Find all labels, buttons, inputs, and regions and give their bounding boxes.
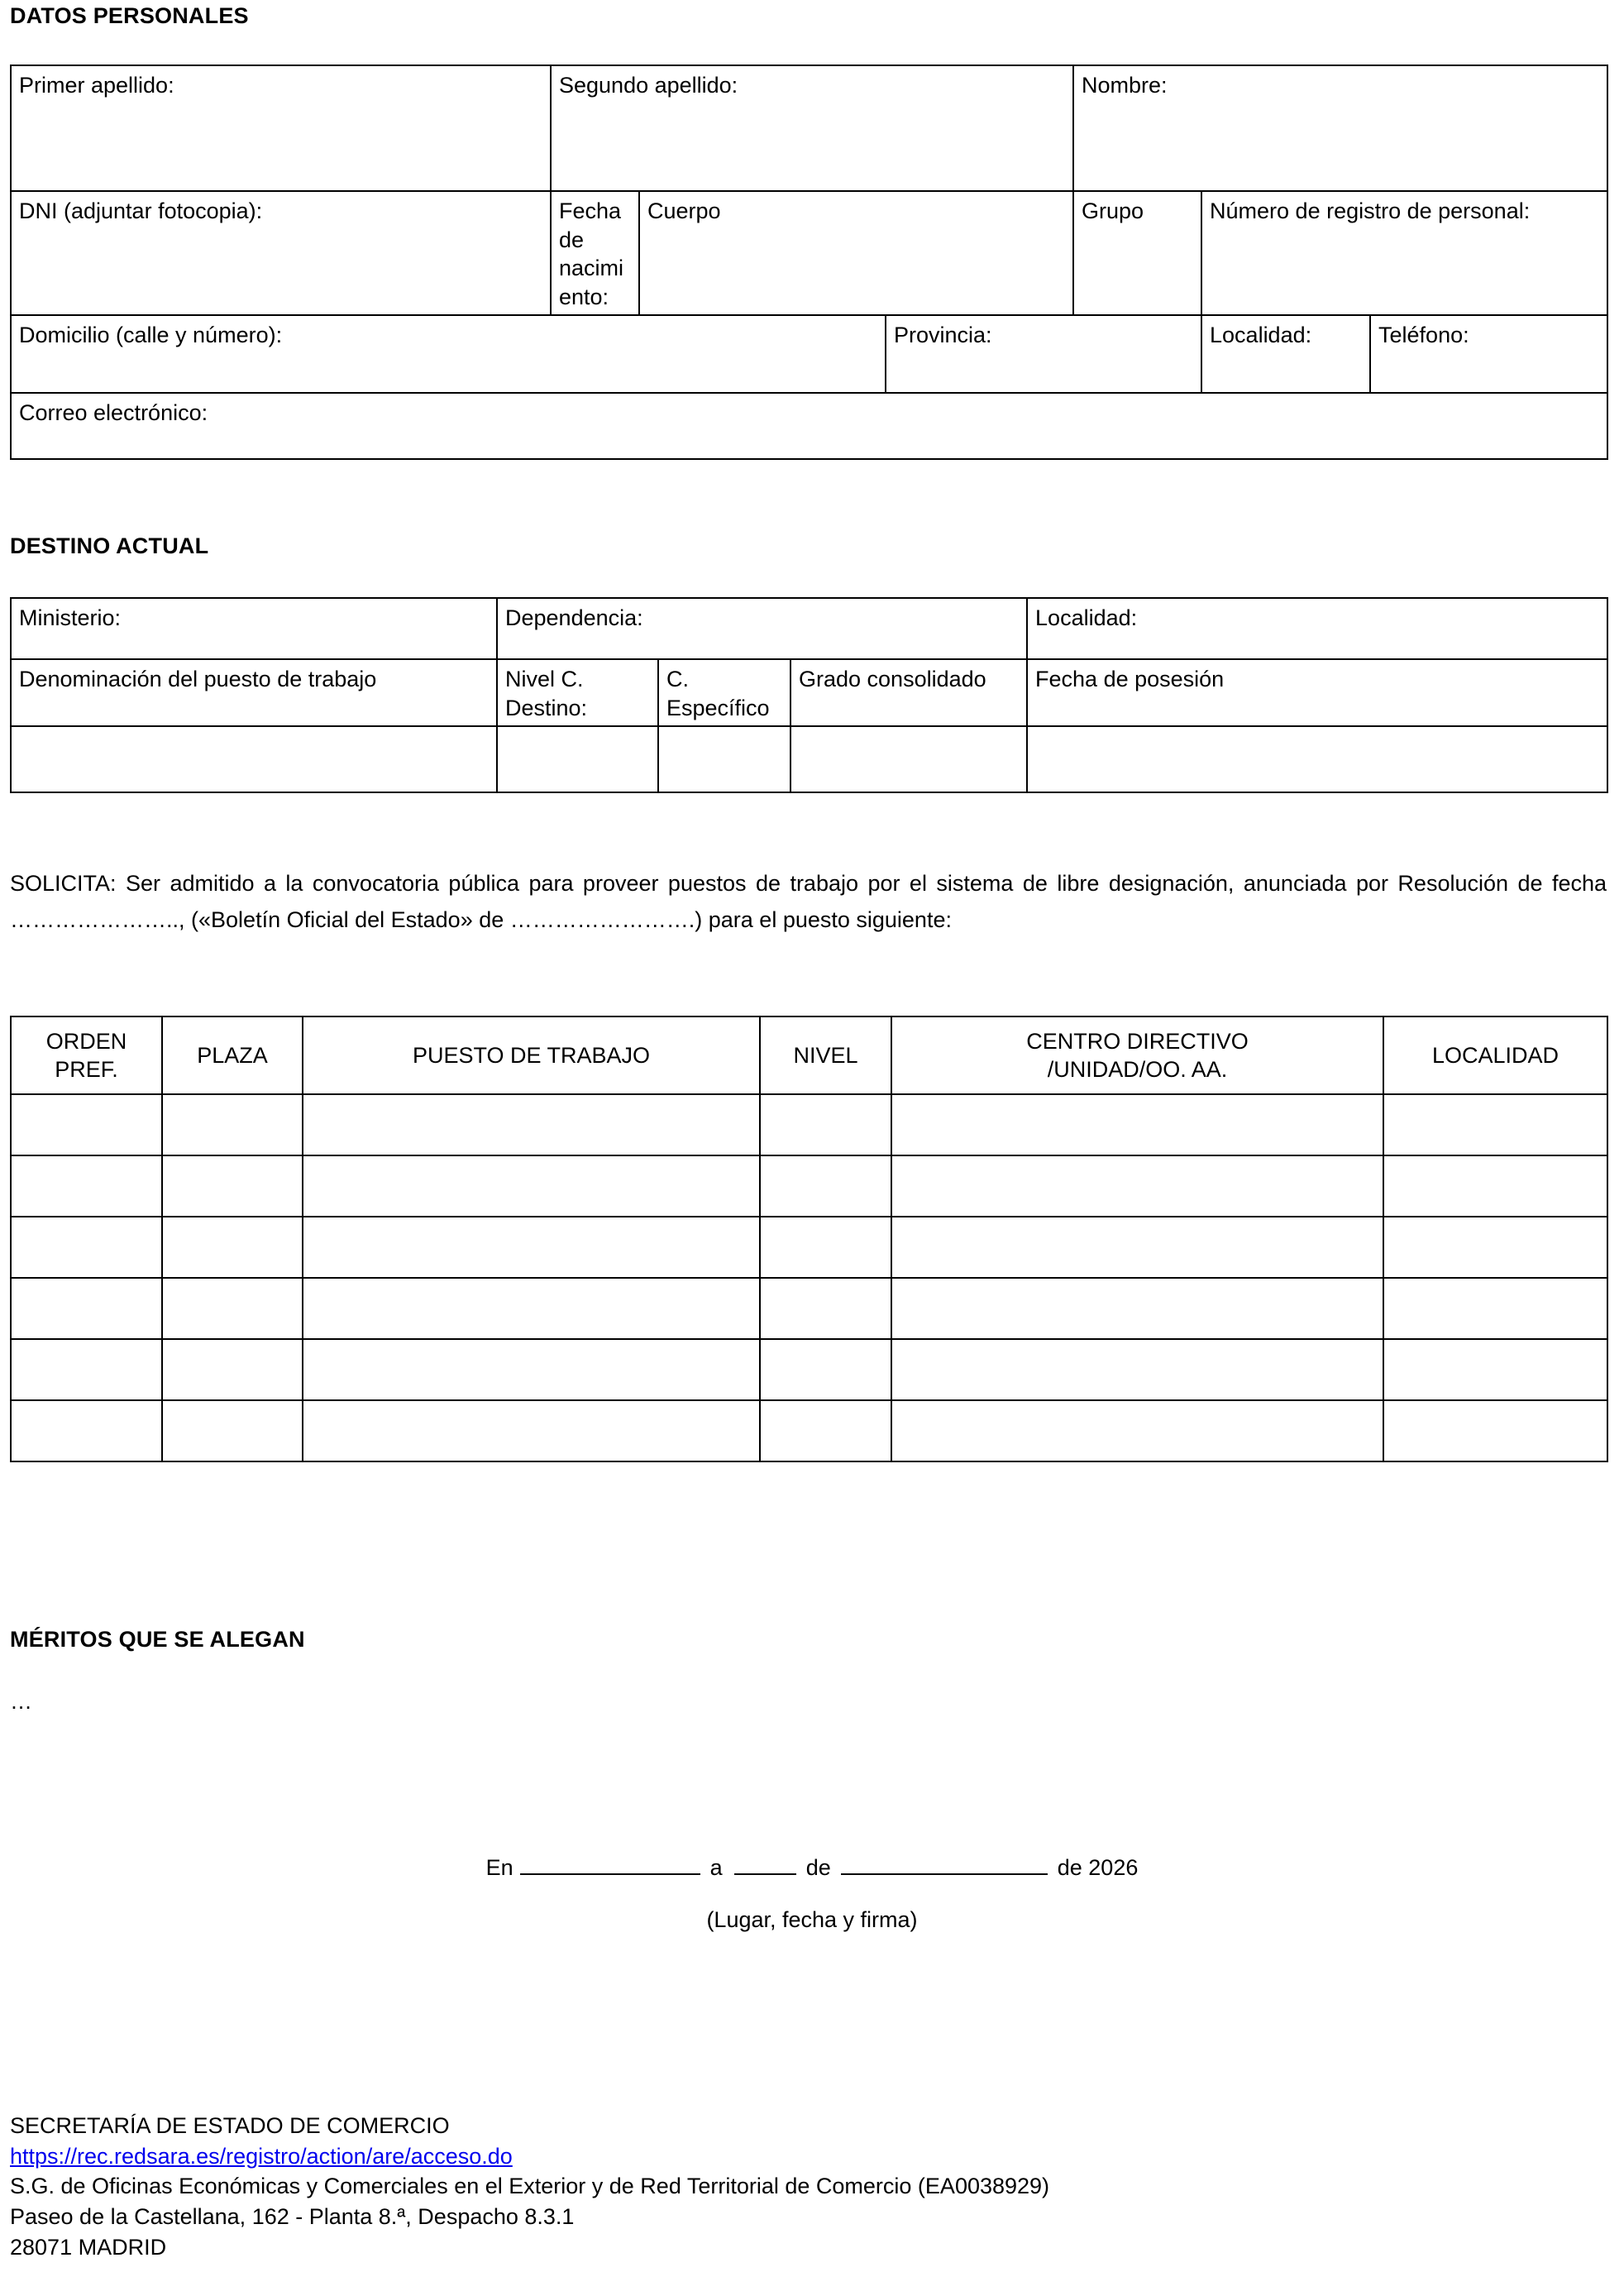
field-segundo-apellido[interactable]: Segundo apellido:: [551, 65, 1073, 191]
footer-organization: SECRETARÍA DE ESTADO DE COMERCIO: [10, 2113, 450, 2138]
positions-header-centro-line2: /UNIDAD/OO. AA.: [1047, 1057, 1228, 1082]
solicita-text-part2: , («Boletín Oficial del Estado» de: [179, 906, 510, 932]
footer-postal-city: 28071 MADRID: [10, 2234, 167, 2260]
table-row: [11, 1217, 1607, 1278]
positions-cell-orden[interactable]: [11, 1094, 162, 1155]
positions-cell-puesto[interactable]: [303, 1400, 760, 1461]
positions-cell-plaza[interactable]: [162, 1339, 303, 1400]
signature-date-line: [10, 1845, 1614, 1881]
positions-header-orden-line1: ORDEN: [45, 1028, 127, 1054]
field-localidad-destino[interactable]: Localidad:: [1027, 598, 1607, 659]
positions-header-centro-line1: CENTRO DIRECTIVO: [1026, 1028, 1249, 1054]
footer-address: Paseo de la Castellana, 162 - Planta 8.ª, Despacho 8.3.1: [10, 2204, 575, 2230]
positions-cell-orden[interactable]: [11, 1155, 162, 1217]
destino-blank-especifico[interactable]: [658, 726, 791, 792]
field-provincia[interactable]: Provincia:: [886, 315, 1201, 393]
positions-cell-plaza[interactable]: [162, 1217, 303, 1278]
positions-cell-plaza[interactable]: [162, 1400, 303, 1461]
positions-cell-nivel[interactable]: [760, 1155, 891, 1217]
positions-cell-centro[interactable]: [891, 1217, 1383, 1278]
signature-month-blank[interactable]: [841, 1845, 1048, 1875]
destino-actual-table: [10, 597, 1608, 793]
field-c-especifico[interactable]: C. Específico: [658, 659, 791, 726]
positions-cell-centro[interactable]: [891, 1339, 1383, 1400]
solicita-dots-resolucion: …………………..: [10, 906, 179, 932]
footer-link-row: [10, 2141, 1049, 2172]
field-nivel-c-destino[interactable]: Nivel C. Destino:: [497, 659, 658, 726]
positions-cell-centro[interactable]: [891, 1400, 1383, 1461]
positions-cell-puesto[interactable]: [303, 1155, 760, 1217]
positions-cell-nivel[interactable]: [760, 1094, 891, 1155]
positions-cell-nivel[interactable]: [760, 1278, 891, 1339]
meritos-body-text[interactable]: …: [10, 1689, 32, 1714]
signature-day-blank[interactable]: [734, 1845, 796, 1875]
positions-cell-orden[interactable]: [11, 1400, 162, 1461]
field-dependencia[interactable]: Dependencia:: [497, 598, 1027, 659]
footer-registry-link[interactable]: https://rec.redsara.es/registro/action/are/acceso.do: [10, 2143, 513, 2169]
signature-caption: (Lugar, fecha y firma): [706, 1907, 918, 1932]
table-row: [11, 1339, 1607, 1400]
destino-row-headers: [11, 659, 1607, 726]
positions-cell-centro[interactable]: [891, 1094, 1383, 1155]
destino-blank-denominacion[interactable]: [11, 726, 497, 792]
field-fecha-nacimiento[interactable]: Fecha de nacimiento:: [551, 191, 639, 315]
destino-row-blank: [11, 726, 1607, 792]
positions-cell-localidad[interactable]: [1383, 1400, 1607, 1461]
personal-data-table: [10, 65, 1608, 460]
field-grupo[interactable]: Grupo: [1073, 191, 1201, 315]
positions-table-wrapper: [10, 1016, 1608, 1462]
positions-cell-centro[interactable]: [891, 1278, 1383, 1339]
personal-data-table-wrapper: [10, 65, 1608, 460]
positions-cell-orden[interactable]: [11, 1217, 162, 1278]
positions-cell-plaza[interactable]: [162, 1278, 303, 1339]
field-ministerio[interactable]: Ministerio:: [11, 598, 497, 659]
section-heading-destino-actual: DESTINO ACTUAL: [10, 533, 209, 558]
destino-blank-nivel[interactable]: [497, 726, 658, 792]
personal-row-email: [11, 393, 1607, 459]
field-dni[interactable]: DNI (adjuntar fotocopia):: [11, 191, 551, 315]
positions-cell-orden[interactable]: [11, 1278, 162, 1339]
field-telefono[interactable]: Teléfono:: [1370, 315, 1607, 393]
positions-cell-nivel[interactable]: [760, 1400, 891, 1461]
field-cuerpo[interactable]: Cuerpo: [639, 191, 1073, 315]
signature-place-blank[interactable]: [520, 1845, 700, 1875]
personal-row-identity: [11, 191, 1607, 315]
footer-subdirectorate: S.G. de Oficinas Económicas y Comerciales en el Exterior y de Red Territorial de Comercio (EA0038929): [10, 2174, 1050, 2199]
field-grado-consolidado[interactable]: Grado consolidado: [791, 659, 1027, 726]
positions-cell-orden[interactable]: [11, 1339, 162, 1400]
positions-header-plaza: PLAZA: [162, 1016, 303, 1094]
solicita-text-part3: ) para el puesto siguiente:: [695, 906, 952, 932]
field-localidad[interactable]: Localidad:: [1201, 315, 1370, 393]
destino-table-wrapper: [10, 597, 1608, 793]
positions-cell-plaza[interactable]: [162, 1155, 303, 1217]
positions-header-nivel: NIVEL: [760, 1016, 891, 1094]
positions-cell-puesto[interactable]: [303, 1278, 760, 1339]
field-numero-registro[interactable]: Número de registro de personal:: [1201, 191, 1607, 315]
signature-de-label: de: [805, 1854, 831, 1880]
positions-cell-localidad[interactable]: [1383, 1217, 1607, 1278]
positions-cell-puesto[interactable]: [303, 1094, 760, 1155]
positions-header-row: [11, 1016, 1607, 1094]
positions-header-orden-line2: PREF.: [55, 1057, 118, 1082]
field-correo-electronico[interactable]: Correo electrónico:: [11, 393, 1607, 459]
positions-header-centro-directivo: [891, 1016, 1383, 1094]
positions-cell-plaza[interactable]: [162, 1094, 303, 1155]
destino-row-org: [11, 598, 1607, 659]
positions-cell-puesto[interactable]: [303, 1217, 760, 1278]
personal-row-names: [11, 65, 1607, 191]
positions-cell-localidad[interactable]: [1383, 1339, 1607, 1400]
positions-cell-puesto[interactable]: [303, 1339, 760, 1400]
positions-table: [10, 1016, 1608, 1462]
positions-cell-localidad[interactable]: [1383, 1278, 1607, 1339]
positions-header-puesto-de-trabajo: PUESTO DE TRABAJO: [303, 1016, 760, 1094]
field-domicilio[interactable]: Domicilio (calle y número):: [11, 315, 886, 393]
solicita-paragraph: [10, 866, 1607, 938]
positions-cell-nivel[interactable]: [760, 1217, 891, 1278]
table-row: [11, 1155, 1607, 1217]
solicita-dots-boe: …………………….: [509, 906, 695, 932]
personal-row-address: [11, 315, 1607, 393]
signature-a-label: a: [709, 1854, 723, 1880]
field-fecha-posesion[interactable]: Fecha de posesión: [1027, 659, 1607, 726]
field-nombre[interactable]: Nombre:: [1073, 65, 1607, 191]
positions-cell-nivel[interactable]: [760, 1339, 891, 1400]
footer-block: [10, 2111, 1049, 2263]
positions-cell-localidad[interactable]: [1383, 1094, 1607, 1155]
destino-blank-grado[interactable]: [791, 726, 1027, 792]
positions-header-localidad: LOCALIDAD: [1383, 1016, 1607, 1094]
solicita-text-part1: SOLICITA: Ser admitido a la convocatoria pública para proveer puestos de trabajo por el sistema de libre designación, anunciada por Resolución de fecha: [10, 871, 1607, 896]
signature-en-label: En: [485, 1854, 513, 1880]
table-row: [11, 1400, 1607, 1461]
field-denominacion-puesto[interactable]: Denominación del puesto de trabajo: [11, 659, 497, 726]
positions-cell-centro[interactable]: [891, 1155, 1383, 1217]
table-row: [11, 1094, 1607, 1155]
destino-blank-fecha[interactable]: [1027, 726, 1607, 792]
table-row: [11, 1278, 1607, 1339]
field-primer-apellido[interactable]: Primer apellido:: [11, 65, 551, 191]
positions-cell-localidad[interactable]: [1383, 1155, 1607, 1217]
section-heading-datos-personales: DATOS PERSONALES: [10, 3, 249, 28]
section-heading-meritos: MÉRITOS QUE SE ALEGAN: [10, 1627, 305, 1652]
positions-header-orden-pref: [11, 1016, 162, 1094]
signature-year-label: de 2026: [1057, 1854, 1139, 1880]
positions-table-body: [11, 1094, 1607, 1461]
